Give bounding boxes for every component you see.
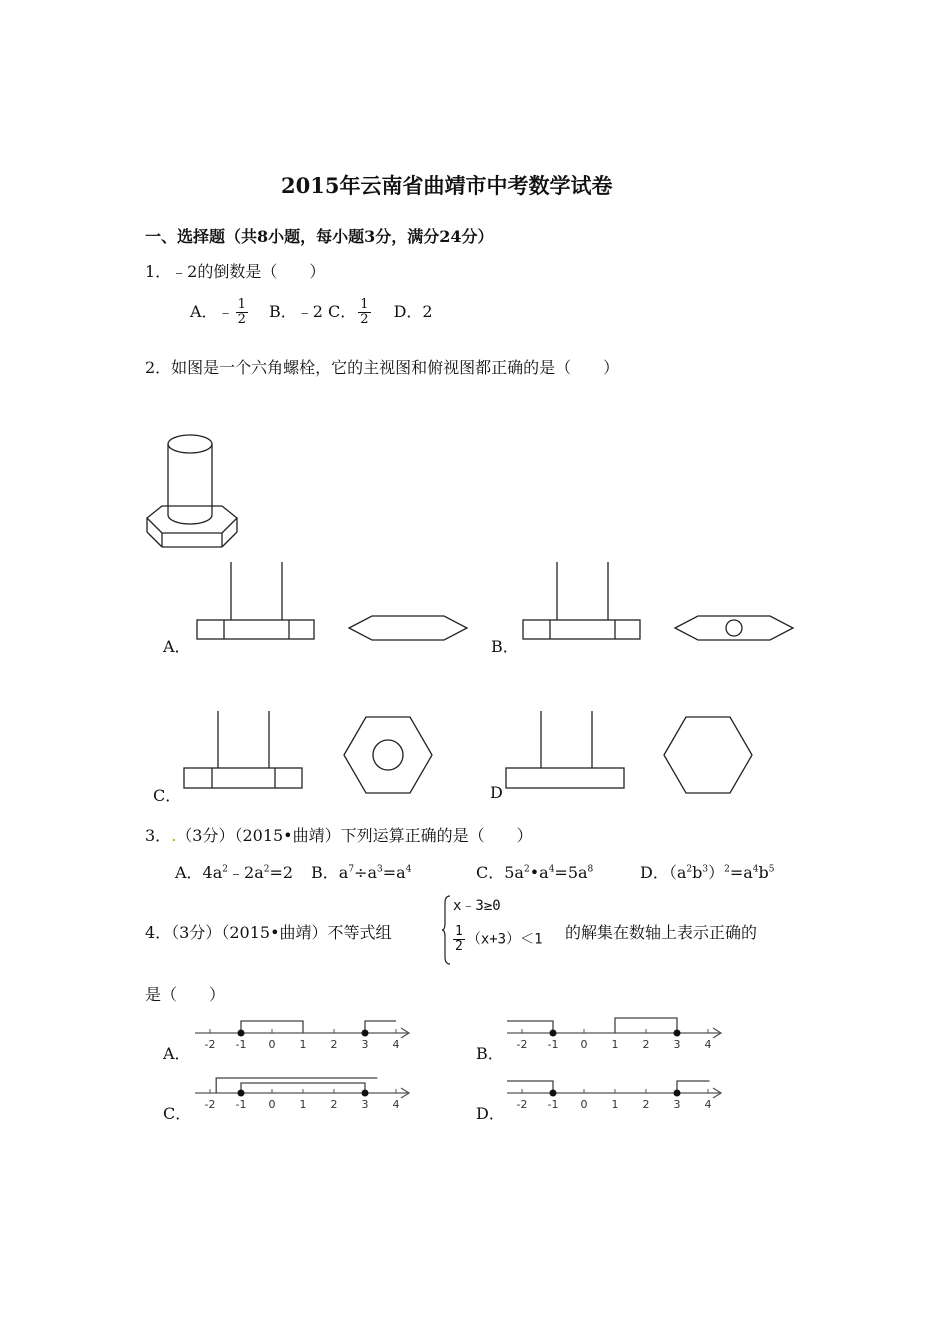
tick-label: -1 (235, 1098, 247, 1111)
q2-option-a-top-view (347, 613, 469, 643)
question-2-stem: 2．如图是一个六角螺栓，它的主视图和俯视图都正确的是（ ） (145, 358, 620, 377)
tick-label: 4 (704, 1098, 712, 1111)
number-line-b (505, 1015, 735, 1065)
q2-option-b-top-view (673, 613, 795, 643)
q1-option-c-fraction (358, 298, 370, 327)
q1-option-a-fraction (236, 298, 248, 327)
q2-option-d-label: D (490, 783, 503, 802)
q3-dot: . (171, 826, 177, 845)
endpoint-dot (674, 1090, 681, 1097)
q3-d-sup: 2 (724, 864, 730, 875)
ineq2-fraction (453, 925, 465, 954)
tick-label: 1 (611, 1098, 619, 1111)
number-line-a (193, 1015, 423, 1065)
q2-option-b-front-view (522, 562, 642, 642)
q3-c-sup: 8 (587, 864, 594, 875)
tick-label: -2 (204, 1038, 216, 1051)
q3-b-sup: 3 (377, 864, 383, 875)
q3-c-sup: 4 (548, 864, 555, 875)
q1-c-denominator: 2 (360, 312, 369, 327)
q4-option-b-label: B． (476, 1044, 504, 1063)
solution-ray (507, 1021, 553, 1033)
endpoint-dot (674, 1030, 681, 1037)
endpoint-dot (362, 1030, 369, 1037)
tick-label: 3 (673, 1038, 681, 1051)
number-line-c (193, 1075, 423, 1125)
q2-option-a-front-view (196, 562, 316, 642)
endpoint-dot (238, 1030, 245, 1037)
tick-label: 1 (299, 1098, 307, 1111)
tick-label: 4 (392, 1038, 400, 1051)
number-line-d (505, 1075, 735, 1125)
endpoint-dot (550, 1030, 557, 1037)
tick-label: -1 (547, 1098, 559, 1111)
q3-b-sup: 4 (405, 864, 412, 875)
q3-number: 3． (145, 826, 172, 845)
solution-ray (677, 1081, 710, 1093)
q3-d-part: D．（a (640, 863, 687, 882)
q3-b-part: B．a (311, 863, 349, 882)
tick-label: 3 (361, 1098, 369, 1111)
question-4-stem-post: 的解集在数轴上表示正确的 (565, 923, 758, 942)
q3-d-sup: 5 (768, 864, 775, 875)
tick-label: 0 (580, 1038, 588, 1051)
q1-c-numerator: 1 (360, 297, 369, 312)
tick-label: 2 (642, 1098, 650, 1111)
tick-label: 4 (704, 1038, 712, 1051)
page-title: 2015年云南省曲靖市中考数学试卷 (281, 173, 613, 198)
tick-label: 3 (361, 1038, 369, 1051)
question-4-stem-pre: 4．（3分）（2015•曲靖）不等式组 (145, 923, 392, 942)
q3-d-part: b (758, 863, 769, 882)
q3-b-sup: 7 (348, 864, 355, 875)
endpoint-dot (238, 1090, 245, 1097)
q3-d-part: =a (729, 863, 753, 882)
endpoint-dot (362, 1090, 369, 1097)
tick-label: -1 (547, 1038, 559, 1051)
q3-d-sup: 4 (752, 864, 759, 875)
q3-a-sup: 2 (222, 864, 229, 875)
q4-option-a-label: A． (163, 1044, 191, 1063)
q3-option-a (175, 860, 293, 883)
tick-label: -2 (516, 1098, 528, 1111)
tick-label: -2 (516, 1038, 528, 1051)
q3-d-sup: 2 (686, 864, 693, 875)
q3-option-c (476, 860, 593, 883)
q2-option-d-top-view (662, 715, 754, 797)
q3-c-sup: 2 (523, 864, 530, 875)
q1-option-a-label: A．﹣ (190, 302, 234, 321)
ineq2-denominator: 2 (455, 939, 463, 954)
solution-ray (365, 1021, 396, 1033)
q4-option-c-label: C． (163, 1104, 192, 1123)
q1-option-bc-label: B．﹣2 C． (268, 302, 357, 321)
q3-a-part: A．4a (175, 863, 223, 882)
q4-option-d-label: D． (476, 1104, 505, 1123)
tick-label: 0 (580, 1098, 588, 1111)
q3-b-part: ÷a (354, 863, 377, 882)
inequality-line-1: x﹣3≥0 (453, 898, 501, 914)
q3-a-part: ﹣2a (228, 863, 264, 882)
tick-label: -1 (235, 1038, 247, 1051)
q2-option-a-label: A． (163, 637, 191, 656)
endpoint-dot (550, 1090, 557, 1097)
tick-label: 3 (673, 1098, 681, 1111)
ineq2-rest: （x+3）＜1 (466, 931, 543, 948)
tick-label: 0 (268, 1038, 276, 1051)
q3-d-sup: 3 (702, 864, 709, 875)
q2-option-c-front-view (183, 711, 305, 791)
question-4-stem-cont: 是（ ） (145, 985, 226, 1004)
tick-label: 2 (330, 1098, 338, 1111)
q3-option-b (311, 860, 411, 883)
question-3-stem (145, 823, 533, 846)
tick-label: 1 (611, 1038, 619, 1051)
hex-bolt-figure (142, 430, 242, 555)
q2-option-d-front-view (505, 711, 627, 791)
tick-label: 1 (299, 1038, 307, 1051)
q2-option-b-label: B． (491, 637, 519, 656)
tick-label: 2 (330, 1038, 338, 1051)
tick-label: 0 (268, 1098, 276, 1111)
q3-c-part: =5a (554, 863, 588, 882)
q2-option-c-label: C． (153, 786, 182, 805)
q2-option-c-top-view (342, 715, 434, 797)
question-1-options (190, 298, 433, 327)
section-heading: 一、选择题（共8小题，每小题3分，满分24分） (145, 227, 494, 246)
q3-c-part: •a (529, 863, 549, 882)
q3-d-part: ） (708, 863, 725, 882)
q3-c-part: C．5a (476, 863, 524, 882)
q3-option-d (640, 860, 775, 883)
q3-a-sup: 2 (263, 864, 270, 875)
solution-ray (507, 1081, 553, 1093)
q3-d-part: b (692, 863, 703, 882)
q3-a-part: =2 (269, 863, 294, 882)
q3-stem-text: （3分）（2015•曲靖）下列运算正确的是（ ） (176, 826, 533, 845)
q1-a-numerator: 1 (237, 297, 246, 312)
q1-option-d-label: D．2 (393, 302, 433, 321)
tick-label: -2 (204, 1098, 216, 1111)
ineq2-numerator: 1 (455, 924, 463, 939)
tick-label: 2 (642, 1038, 650, 1051)
q1-a-denominator: 2 (237, 312, 246, 327)
q3-b-part: =a (382, 863, 406, 882)
tick-label: 4 (392, 1098, 400, 1111)
inequality-line-2 (451, 925, 543, 954)
question-1-stem: 1．﹣2的倒数是（ ） (145, 262, 326, 281)
